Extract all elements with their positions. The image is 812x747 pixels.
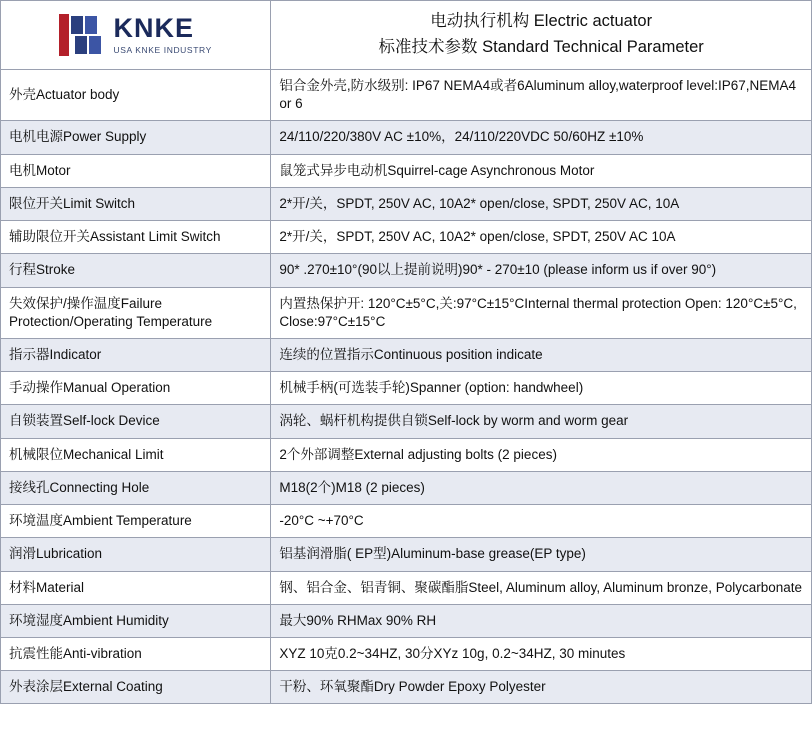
row-value: 铝合金外壳,防水级别: IP67 NEMA4或者6Aluminum alloy,waterproof level:IP67,NEMA4 or 6	[271, 70, 812, 121]
row-label: 环境温度Ambient Temperature	[1, 505, 271, 538]
row-label: 环境湿度Ambient Humidity	[1, 604, 271, 637]
row-label: 润滑Lubrication	[1, 538, 271, 571]
table-row	[1, 571, 812, 604]
brand-tagline: USA KNKE INDUSTRY	[113, 45, 212, 56]
row-label: 外壳Actuator body	[1, 70, 271, 121]
row-label: 接线孔Connecting Hole	[1, 471, 271, 504]
table-row	[1, 221, 812, 254]
row-label: 限位开关Limit Switch	[1, 187, 271, 220]
table-row	[1, 538, 812, 571]
row-label: 材料Material	[1, 571, 271, 604]
row-label: 手动操作Manual Operation	[1, 372, 271, 405]
table-row	[1, 70, 812, 121]
row-value: 内置热保护开: 120°C±5°C,关:97°C±15°CInternal thermal protection Open: 120°C±5°C, Close:97°C±15°C	[271, 287, 812, 338]
table-row	[1, 637, 812, 670]
brand-logo-cell	[1, 1, 271, 70]
row-value: 最大90% RHMax 90% RH	[271, 604, 812, 637]
row-label: 电机电源Power Supply	[1, 121, 271, 154]
row-value: -20°C ~+70°C	[271, 505, 812, 538]
page-title-line-1: 电动执行机构 Electric actuator	[430, 12, 653, 31]
row-label: 指示器Indicator	[1, 338, 271, 371]
page-title-line-2: 标准技术参数 Standard Technical Parameter	[378, 38, 704, 56]
row-value: 钢、铝合金、铝青铜、聚碳酯脂Steel, Aluminum alloy, Aluminum bronze, Polycarbonate	[271, 571, 812, 604]
logo-text	[113, 15, 211, 55]
row-value: 2个外部调整External adjusting bolts (2 pieces)	[271, 438, 812, 471]
row-label: 失效保护/操作温度Failure Protection/Operating Temperature	[1, 287, 271, 338]
table-row	[1, 438, 812, 471]
table-row	[1, 405, 812, 438]
row-value: 干粉、环氧聚酯Dry Powder Epoxy Polyester	[271, 671, 812, 704]
table-row	[1, 187, 812, 220]
table-body	[1, 1, 812, 704]
row-value: 铝基润滑脂( EP型)Aluminum-base grease(EP type)	[271, 538, 812, 571]
table-row	[1, 121, 812, 154]
table-row	[1, 372, 812, 405]
logo	[59, 8, 211, 62]
row-label: 自锁装置Self-lock Device	[1, 405, 271, 438]
row-value: 涡轮、蜗杆机构提供自锁Self-lock by worm and worm gear	[271, 405, 812, 438]
row-label: 行程Stroke	[1, 254, 271, 287]
row-value: XYZ 10克0.2~34HZ, 30分XYz 10g, 0.2~34HZ, 30 minutes	[271, 637, 812, 670]
row-value: 鼠笼式异步电动机Squirrel-cage Asynchronous Motor	[271, 154, 812, 187]
row-label: 电机Motor	[1, 154, 271, 187]
table-header-row	[1, 1, 812, 70]
table-row	[1, 505, 812, 538]
brand-name: KNKE	[113, 13, 194, 44]
table-row	[1, 604, 812, 637]
row-label: 抗震性能Anti-vibration	[1, 637, 271, 670]
row-value: 连续的位置指示Continuous position indicate	[271, 338, 812, 371]
table-row	[1, 671, 812, 704]
row-label: 外表涂层External Coating	[1, 671, 271, 704]
table-row	[1, 287, 812, 338]
table-row	[1, 254, 812, 287]
document-title-cell	[271, 1, 812, 70]
row-value: M18(2个)M18 (2 pieces)	[271, 471, 812, 504]
knke-logo-icon	[59, 14, 105, 56]
table-row	[1, 338, 812, 371]
row-label: 机械限位Mechanical Limit	[1, 438, 271, 471]
row-value: 机械手柄(可选装手轮)Spanner (option: handwheel)	[271, 372, 812, 405]
table-row	[1, 471, 812, 504]
table-row	[1, 154, 812, 187]
row-value: 2*开/关，SPDT, 250V AC, 10A2* open/close, SPDT, 250V AC 10A	[271, 221, 812, 254]
row-value: 2*开/关，SPDT, 250V AC, 10A2* open/close, SPDT, 250V AC, 10A	[271, 187, 812, 220]
row-label: 辅助限位开关Assistant Limit Switch	[1, 221, 271, 254]
row-value: 24/110/220/380V AC ±10%，24/110/220VDC 50/60HZ ±10%	[271, 121, 812, 154]
row-value: 90* .270±10°(90以上提前说明)90* - 270±10 (please inform us if over 90°)	[271, 254, 812, 287]
